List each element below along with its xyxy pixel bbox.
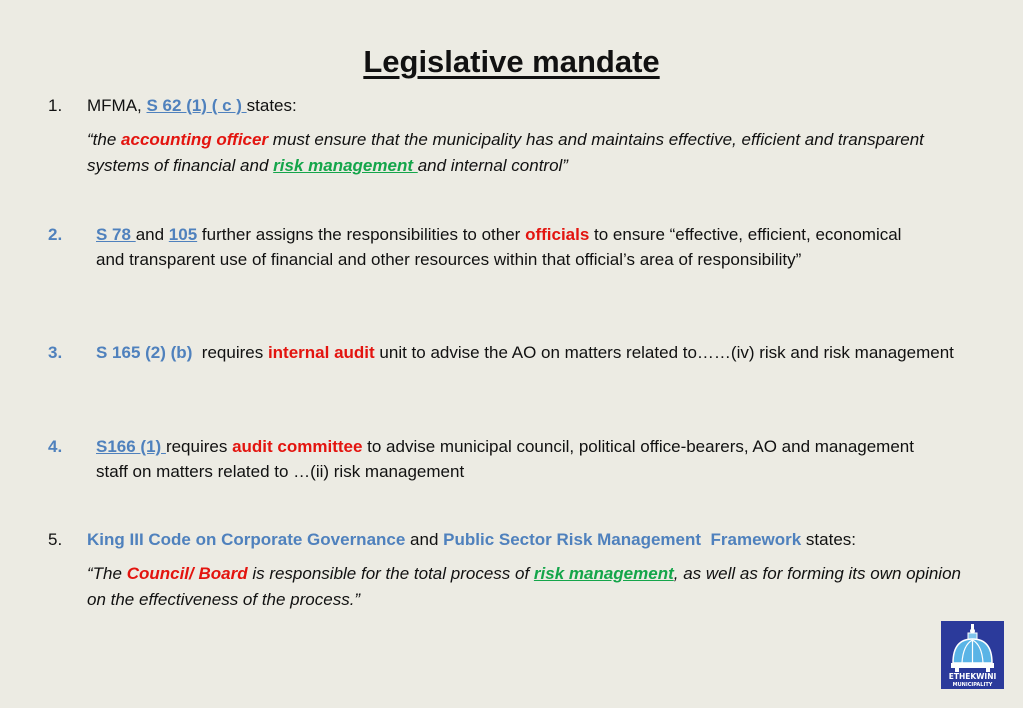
logo-line-2: MUNICIPALITY — [952, 682, 993, 688]
king-iii-reference: King III Code on Corporate Governance — [87, 530, 406, 549]
highlight-officials: officials — [525, 225, 590, 244]
section-reference[interactable]: S166 (1) — [96, 437, 166, 456]
logo-line-1: ETHEKWINI — [948, 672, 997, 681]
highlight-council-board: Council/ Board — [126, 564, 248, 583]
list-item-4 — [48, 434, 968, 489]
highlight-accounting-officer: accounting officer — [121, 130, 269, 149]
highlight-internal-audit: internal audit — [267, 343, 375, 362]
quote-5: “The Council/ Board is responsible for the total process of risk management, as well as for forming its own opinion on the effectiveness of the process.” — [87, 564, 961, 609]
section-reference[interactable]: S 78 — [96, 225, 136, 244]
highlight-risk-management[interactable]: risk management — [273, 156, 418, 175]
highlight-audit-committee: audit committee — [232, 437, 363, 456]
item-number: 2. — [48, 225, 63, 244]
slide-title: Legislative mandate — [363, 44, 660, 79]
section-reference[interactable]: S 62 (1) ( c ) — [146, 96, 247, 115]
list-item-3 — [48, 340, 968, 395]
section-reference: S 165 (2) (b) — [96, 343, 193, 362]
list-item-5 — [48, 527, 968, 552]
list-item-2 — [48, 222, 968, 302]
item-number: 3. — [48, 343, 63, 362]
item-number: 4. — [48, 437, 63, 456]
item-text: S 78 and 105 further assigns the responsibilities to other officials to ensure “effective, efficient, economical and transparent use of financial and other resources within that official’s area of responsibility” — [96, 225, 902, 269]
item-number: 5. — [48, 530, 63, 549]
highlight-risk-management[interactable]: risk management — [533, 564, 674, 583]
quote-1: “the accounting officer must ensure that the municipality has and maintains effective, efficient and transparent systems of financial and risk management and internal control” — [87, 130, 924, 175]
psrm-framework-reference: Public Sector Risk Management Framework — [443, 530, 802, 549]
item-number: 1. — [48, 96, 63, 115]
city-hall-dome-icon — [941, 621, 1004, 689]
item-text: S166 (1) requires audit committee to advise municipal council, political office-bearers, AO and management staff on matters related to …(ii) risk management — [96, 437, 914, 481]
list-item-1 — [48, 93, 968, 118]
section-reference[interactable]: 105 — [168, 225, 198, 244]
ethekwini-municipality-logo — [941, 621, 1004, 689]
item-text: King III Code on Corporate Governance and Public Sector Risk Management Framework states: — [87, 530, 857, 549]
item-text: S 165 (2) (b) requires internal audit unit to advise the AO on matters related to……(iv) risk and risk management — [96, 343, 954, 362]
item-text: MFMA, S 62 (1) ( c ) states: — [87, 96, 297, 115]
